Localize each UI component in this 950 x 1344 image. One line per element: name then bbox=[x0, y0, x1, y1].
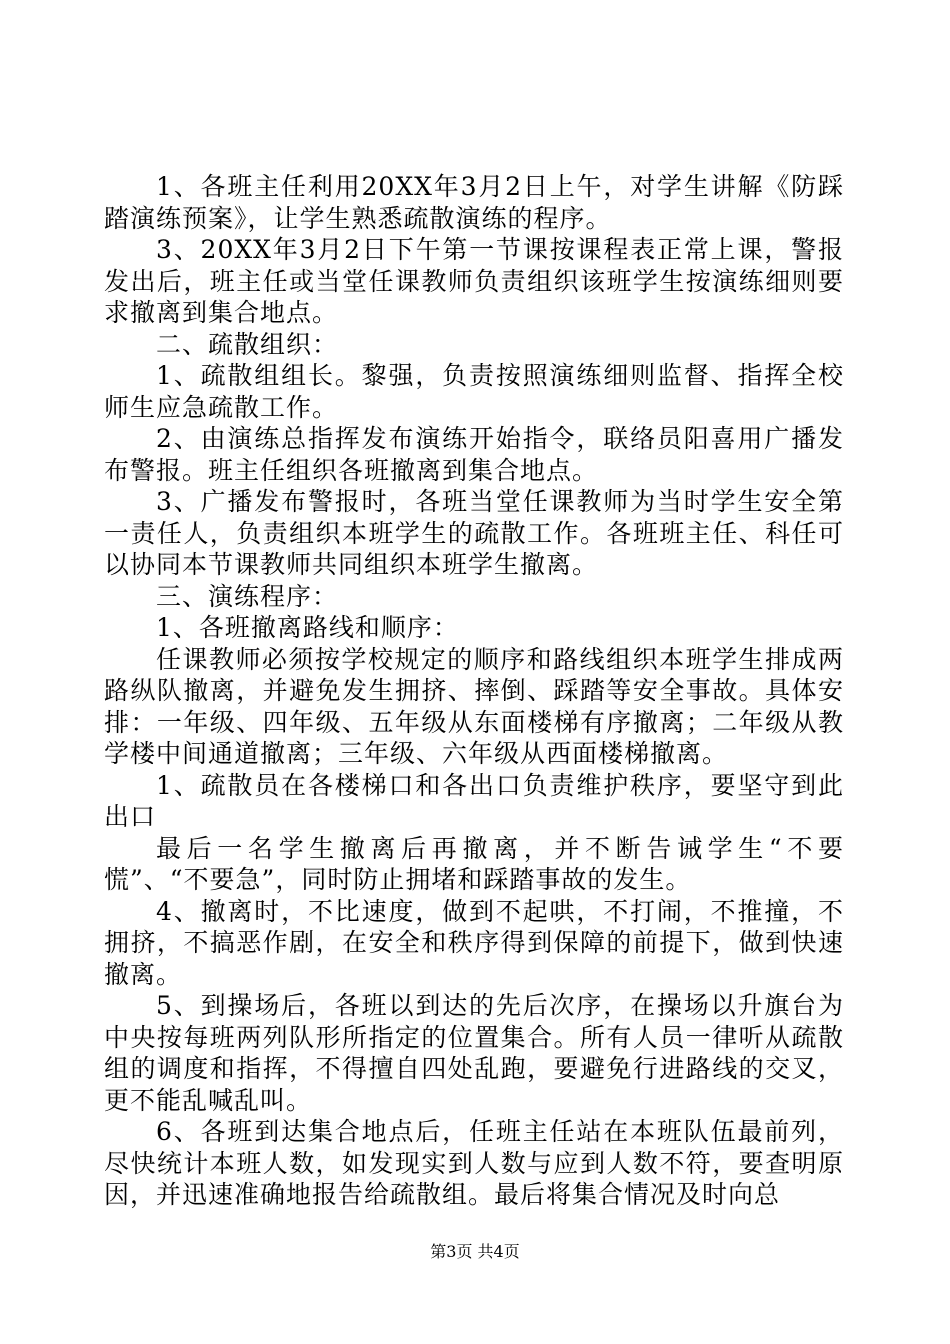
page-footer bbox=[0, 1242, 950, 1262]
paragraph-9: 最后一名学生撤离后再撤离，并不断告诫学生“不要慌”、“不要急”，同时防止拥堵和踩踏事故的发生。 bbox=[104, 833, 844, 894]
paragraph-3: 1、疏散组组长。黎强，负责按照演练细则监督、指挥全校师生应急疏散工作。 bbox=[104, 361, 844, 422]
paragraph-12: 6、各班到达集合地点后，任班主任站在本班队伍最前列，尽快统计本班人数，如发现实到人数与应到人数不符，要查明原因，并迅速准确地报告给疏散组。最后将集合情况及时向总 bbox=[104, 1117, 844, 1209]
paragraph-5: 3、广播发布警报时，各班当堂任课教师为当时学生安全第一责任人，负责组织本班学生的疏散工作。各班班主任、科任可以协同本节课教师共同组织本班学生撤离。 bbox=[104, 487, 844, 579]
paragraph-2: 3、20XX年3月2日下午第一节课按课程表正常上课，警报发出后，班主任或当堂任课教师负责组织该班学生按演练细则要求撤离到集合地点。 bbox=[104, 235, 844, 327]
paragraph-6: 1、各班撤离路线和顺序： bbox=[156, 613, 459, 642]
page-number: 第3页 共4页 bbox=[430, 1242, 520, 1261]
document-body bbox=[104, 171, 844, 1211]
section-heading-3: 三、演练程序： bbox=[156, 581, 339, 611]
paragraph-10: 4、撤离时，不比速度，做到不起哄，不打闹，不推撞，不拥挤，不搞恶作剧，在安全和秩序得到保障的前提下，做到快速撤离。 bbox=[104, 896, 844, 989]
section-heading-2: 二、疏散组织： bbox=[156, 329, 339, 359]
paragraph-7: 任课教师必须按学校规定的顺序和路线组织本班学生排成两路纵队撤离，并避免发生拥挤、摔倒、踩踏等安全事故。具体安排：一年级、四年级、五年级从东面楼梯有序撤离；二年级从教学楼中间通道撤离；三年级、六年级从西面楼梯撤离。 bbox=[104, 644, 844, 768]
paragraph-11: 5、到操场后，各班以到达的先后次序，在操场以升旗台为中央按每班两列队形所指定的位置集合。所有人员一律听从疏散组的调度和指挥，不得擅自四处乱跑，要避免行进路线的交叉，更不能乱喊乱叫。 bbox=[104, 991, 844, 1115]
paragraph-1: 1、各班主任利用20XX年3月2日上午，对学生讲解《防踩踏演练预案》，让学生熟悉疏散演练的程序。 bbox=[104, 172, 844, 233]
paragraph-8: 1、疏散员在各楼梯口和各出口负责维护秩序，要坚守到此出口 bbox=[104, 770, 844, 831]
paragraph-4: 2、由演练总指挥发布演练开始指令，联络员阳喜用广播发布警报。班主任组织各班撤离到集合地点。 bbox=[104, 424, 844, 485]
